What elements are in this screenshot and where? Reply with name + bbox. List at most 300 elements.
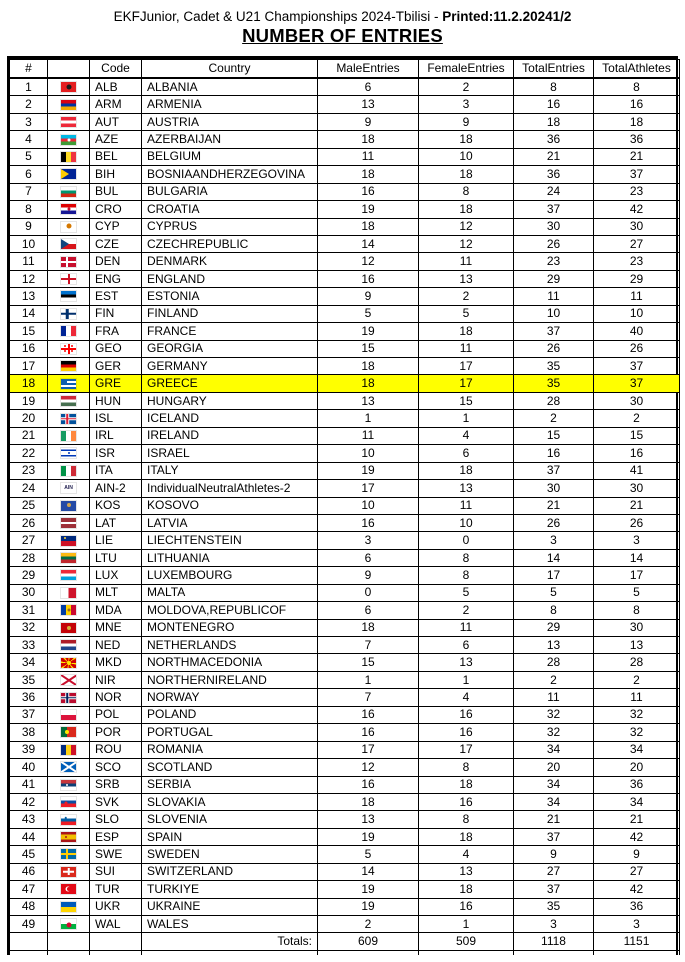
country-name: LIECHTENSTEIN [142,532,318,549]
row-number: 31 [10,602,48,619]
total-athletes: 32 [594,706,680,723]
country-code: ITA [90,462,142,479]
flag-cell [48,462,90,479]
country-name: AUSTRIA [142,113,318,130]
female-entries: 16 [419,898,514,915]
flag-icon [61,204,76,214]
country-name: LITHUANIA [142,549,318,566]
table-row [10,427,680,444]
female-entries: 6 [419,637,514,654]
total-athletes: 16 [594,96,680,113]
table-row [10,323,680,340]
row-number: 45 [10,846,48,863]
male-entries: 2 [318,916,419,933]
flag-cell [48,113,90,130]
country-name: FRANCE [142,323,318,340]
table-row [10,584,680,601]
table-row [10,497,680,514]
flag-icon [61,815,76,825]
total-athletes: 3 [594,916,680,933]
total-entries: 16 [514,445,594,462]
female-entries: 18 [419,323,514,340]
female-entries: 0 [419,532,514,549]
female-entries: 12 [419,235,514,252]
country-name: KOSOVO [142,497,318,514]
flag-cell [48,148,90,165]
row-number: 8 [10,201,48,218]
total-entries: 16 [514,96,594,113]
female-entries: 13 [419,480,514,497]
row-number: 5 [10,148,48,165]
table-row [10,898,680,915]
flag-cell [48,602,90,619]
flag-icon [61,239,76,249]
male-entries: 0 [318,584,419,601]
table-row [10,689,680,706]
table-row [10,759,680,776]
female-entries: 18 [419,131,514,148]
country-name: AZERBAIJAN [142,131,318,148]
column-header-male-entries: MaleEntries [318,60,419,79]
flag-icon [61,727,76,737]
table-row [10,828,680,845]
row-number: 6 [10,166,48,183]
female-entries: 18 [419,201,514,218]
total-entries: 34 [514,793,594,810]
flag-icon [61,536,76,546]
flag-cell [48,637,90,654]
total-entries: 26 [514,340,594,357]
country-name: LATVIA [142,514,318,531]
row-number: 40 [10,759,48,776]
country-name: IndividualNeutralAthletes-2 [142,480,318,497]
country-name: WALES [142,916,318,933]
female-entries: 18 [419,462,514,479]
flag-cell [48,793,90,810]
country-code: TUR [90,881,142,898]
male-entries: 7 [318,637,419,654]
total-athletes: 34 [594,793,680,810]
total-athletes: 15 [594,427,680,444]
flag-icon [61,414,76,424]
male-entries: 11 [318,148,419,165]
total-athletes: 26 [594,340,680,357]
column-header-country: Country [142,60,318,79]
table-row [10,166,680,183]
row-number: 38 [10,724,48,741]
male-entries: 18 [318,131,419,148]
female-entries: 1 [419,916,514,933]
row-number: 11 [10,253,48,270]
country-code: IRL [90,427,142,444]
country-name: SPAIN [142,828,318,845]
country-name: BOSNIAANDHERZEGOVINA [142,166,318,183]
country-code: SCO [90,759,142,776]
total-entries: 17 [514,567,594,584]
table-row [10,724,680,741]
male-entries: 16 [318,270,419,287]
country-name: SLOVENIA [142,811,318,828]
table-row [10,654,680,671]
total-entries: 14 [514,549,594,566]
flag-cell [48,183,90,200]
male-entries: 10 [318,445,419,462]
total-entries: 15 [514,427,594,444]
country-name: ROMANIA [142,741,318,758]
total-entries: 20 [514,759,594,776]
female-entries: 13 [419,270,514,287]
flag-cell [48,689,90,706]
row-number: 30 [10,584,48,601]
country-code: BEL [90,148,142,165]
row-number: 14 [10,305,48,322]
row-number: 3 [10,113,48,130]
total-athletes: 14 [594,549,680,566]
flag-cell [48,846,90,863]
total-entries: 5 [514,584,594,601]
male-entries: 5 [318,846,419,863]
row-number: 16 [10,340,48,357]
female-entries: 1 [419,671,514,688]
flag-icon [61,780,76,790]
country-code: MKD [90,654,142,671]
row-number: 2 [10,96,48,113]
flag-icon [61,501,76,511]
flag-icon [61,448,76,458]
row-number: 1 [10,78,48,96]
female-entries: 18 [419,776,514,793]
male-entries: 13 [318,96,419,113]
male-entries: 18 [318,358,419,375]
male-entries: 13 [318,392,419,409]
total-athletes: 36 [594,898,680,915]
flag-icon [61,257,76,267]
country-code: HUN [90,392,142,409]
flag-cell [48,410,90,427]
total-athletes: 26 [594,514,680,531]
flag-icon [61,187,76,197]
title-main: EKFJunior, Cadet & U21 Championships 2024-Tbilisi - [113,9,443,24]
row-number: 12 [10,270,48,287]
country-code: LUX [90,567,142,584]
male-entries: 6 [318,549,419,566]
total-athletes: 18 [594,113,680,130]
total-athletes: 36 [594,776,680,793]
country-code: ARM [90,96,142,113]
female-entries: 4 [419,689,514,706]
flag-icon [61,623,76,633]
country-code: UKR [90,898,142,915]
female-entries: 18 [419,881,514,898]
row-number: 25 [10,497,48,514]
country-code: ROU [90,741,142,758]
country-code: FRA [90,323,142,340]
total-entries: 18 [514,113,594,130]
total-athletes: 29 [594,270,680,287]
totals-female-entries: 509 [419,933,514,951]
flag-cell [48,619,90,636]
flag-cell [48,253,90,270]
row-number: 47 [10,881,48,898]
totals-empty-code [90,933,142,951]
column-header-flag [48,60,90,79]
flag-icon [61,849,76,859]
flag-cell [48,916,90,933]
country-code: SUI [90,863,142,880]
row-number: 21 [10,427,48,444]
row-number: 22 [10,445,48,462]
country-code: ALB [90,78,142,96]
flag-icon [61,605,76,615]
total-entries: 35 [514,898,594,915]
flag-icon [61,222,76,232]
header-row [10,60,680,79]
male-entries: 18 [318,166,419,183]
male-entries: 18 [318,619,419,636]
flag-cell [48,706,90,723]
country-name: ICELAND [142,410,318,427]
row-number: 48 [10,898,48,915]
row-number: 23 [10,462,48,479]
total-athletes: 34 [594,741,680,758]
flag-icon [61,797,76,807]
total-athletes: 2 [594,671,680,688]
flag-cell [48,445,90,462]
male-entries: 9 [318,113,419,130]
female-entries: 15 [419,392,514,409]
male-entries: 19 [318,828,419,845]
female-entries: 13 [419,863,514,880]
country-name: ESTONIA [142,288,318,305]
country-name: NORTHERNIRELAND [142,671,318,688]
row-number: 13 [10,288,48,305]
total-athletes: 20 [594,759,680,776]
country-code: ESP [90,828,142,845]
flag-icon [61,135,76,145]
female-entries: 18 [419,828,514,845]
total-entries: 26 [514,514,594,531]
country-code: WAL [90,916,142,933]
country-name: SWITZERLAND [142,863,318,880]
total-entries: 29 [514,619,594,636]
flag-icon [61,832,76,842]
flag-icon [61,570,76,580]
flag-cell [48,549,90,566]
male-entries: 5 [318,305,419,322]
flag-cell [48,776,90,793]
country-name: ENGLAND [142,270,318,287]
totals-male-entries: 609 [318,933,419,951]
table-row [10,863,680,880]
male-entries: 12 [318,759,419,776]
totals-total-entries: 1118 [514,933,594,951]
country-code: CYP [90,218,142,235]
table-row [10,445,680,462]
total-entries: 21 [514,497,594,514]
country-name: BULGARIA [142,183,318,200]
total-athletes: 17 [594,567,680,584]
flag-icon [61,431,76,441]
country-name: SCOTLAND [142,759,318,776]
row-number: 17 [10,358,48,375]
flag-icon [61,379,76,389]
male-entries: 16 [318,776,419,793]
table-row [10,131,680,148]
flag-cell [48,358,90,375]
male-entries: 19 [318,881,419,898]
table-row [10,532,680,549]
female-entries: 8 [419,811,514,828]
total-athletes: 8 [594,78,680,96]
flag-cell [48,480,90,497]
column-header-number: # [10,60,48,79]
flag-cell [48,323,90,340]
male-entries: 19 [318,462,419,479]
total-entries: 35 [514,358,594,375]
flag-icon [61,658,76,668]
male-entries: 16 [318,514,419,531]
flag-cell [48,392,90,409]
flag-icon [61,884,76,894]
total-entries: 3 [514,532,594,549]
page-cut-row [10,950,680,955]
male-entries: 15 [318,340,419,357]
table-body [10,78,680,933]
table-row [10,671,680,688]
female-entries: 17 [419,358,514,375]
total-athletes: 21 [594,497,680,514]
table-row [10,793,680,810]
flag-icon [61,169,76,179]
flag-icon [61,361,76,371]
flag-cell [48,201,90,218]
female-entries: 10 [419,514,514,531]
table-row [10,602,680,619]
total-entries: 11 [514,288,594,305]
country-code: NOR [90,689,142,706]
row-number: 36 [10,689,48,706]
row-number: 19 [10,392,48,409]
country-name: SWEDEN [142,846,318,863]
female-entries: 9 [419,113,514,130]
female-entries: 4 [419,846,514,863]
flag-icon [61,309,76,319]
flag-cell [48,654,90,671]
country-code: AIN-2 [90,480,142,497]
total-entries: 26 [514,235,594,252]
country-name: TURKIYE [142,881,318,898]
total-entries: 21 [514,148,594,165]
country-code: SRB [90,776,142,793]
country-code: POL [90,706,142,723]
flag-cell [48,96,90,113]
male-entries: 3 [318,532,419,549]
female-entries: 2 [419,602,514,619]
male-entries: 1 [318,410,419,427]
total-entries: 11 [514,689,594,706]
flag-cell [48,863,90,880]
total-athletes: 41 [594,462,680,479]
male-entries: 12 [318,253,419,270]
country-name: GERMANY [142,358,318,375]
total-athletes: 27 [594,863,680,880]
row-number: 27 [10,532,48,549]
flag-icon [61,518,76,528]
page-subtitle: NUMBER OF ENTRIES [242,25,443,46]
total-athletes: 3 [594,532,680,549]
total-entries: 37 [514,462,594,479]
male-entries: 15 [318,654,419,671]
female-entries: 17 [419,741,514,758]
table-row [10,375,680,392]
total-athletes: 2 [594,410,680,427]
table-row [10,201,680,218]
male-entries: 7 [318,689,419,706]
male-entries: 6 [318,78,419,96]
flag-icon [61,588,76,598]
male-entries: 18 [318,218,419,235]
flag-cell [48,427,90,444]
female-entries: 6 [419,445,514,462]
total-entries: 27 [514,863,594,880]
country-name: CROATIA [142,201,318,218]
country-name: CZECHREPUBLIC [142,235,318,252]
row-number: 43 [10,811,48,828]
country-code: MNE [90,619,142,636]
male-entries: 16 [318,183,419,200]
male-entries: 14 [318,235,419,252]
total-athletes: 9 [594,846,680,863]
country-name: FINLAND [142,305,318,322]
female-entries: 1 [419,410,514,427]
country-name: SLOVAKIA [142,793,318,810]
total-athletes: 36 [594,131,680,148]
country-name: ITALY [142,462,318,479]
table-row [10,567,680,584]
column-header-total-entries: TotalEntries [514,60,594,79]
male-entries: 13 [318,811,419,828]
flag-cell [48,235,90,252]
flag-cell [48,218,90,235]
country-code: AUT [90,113,142,130]
flag-cell [48,828,90,845]
flag-icon [61,291,76,301]
total-athletes: 10 [594,305,680,322]
country-code: LIE [90,532,142,549]
totals-empty-flag [48,933,90,951]
row-number: 37 [10,706,48,723]
row-number: 39 [10,741,48,758]
total-athletes: 21 [594,811,680,828]
table-row [10,113,680,130]
totals-row [10,933,680,951]
flag-cell [48,270,90,287]
total-entries: 37 [514,201,594,218]
country-code: CRO [90,201,142,218]
table-row [10,235,680,252]
entries-table-wrapper [7,56,678,955]
total-entries: 8 [514,78,594,96]
totals-empty-number [10,933,48,951]
male-entries: 19 [318,323,419,340]
flag-icon [61,396,76,406]
female-entries: 11 [419,340,514,357]
table-row [10,78,680,96]
country-code: ISR [90,445,142,462]
table-row [10,96,680,113]
row-number: 15 [10,323,48,340]
country-code: MLT [90,584,142,601]
